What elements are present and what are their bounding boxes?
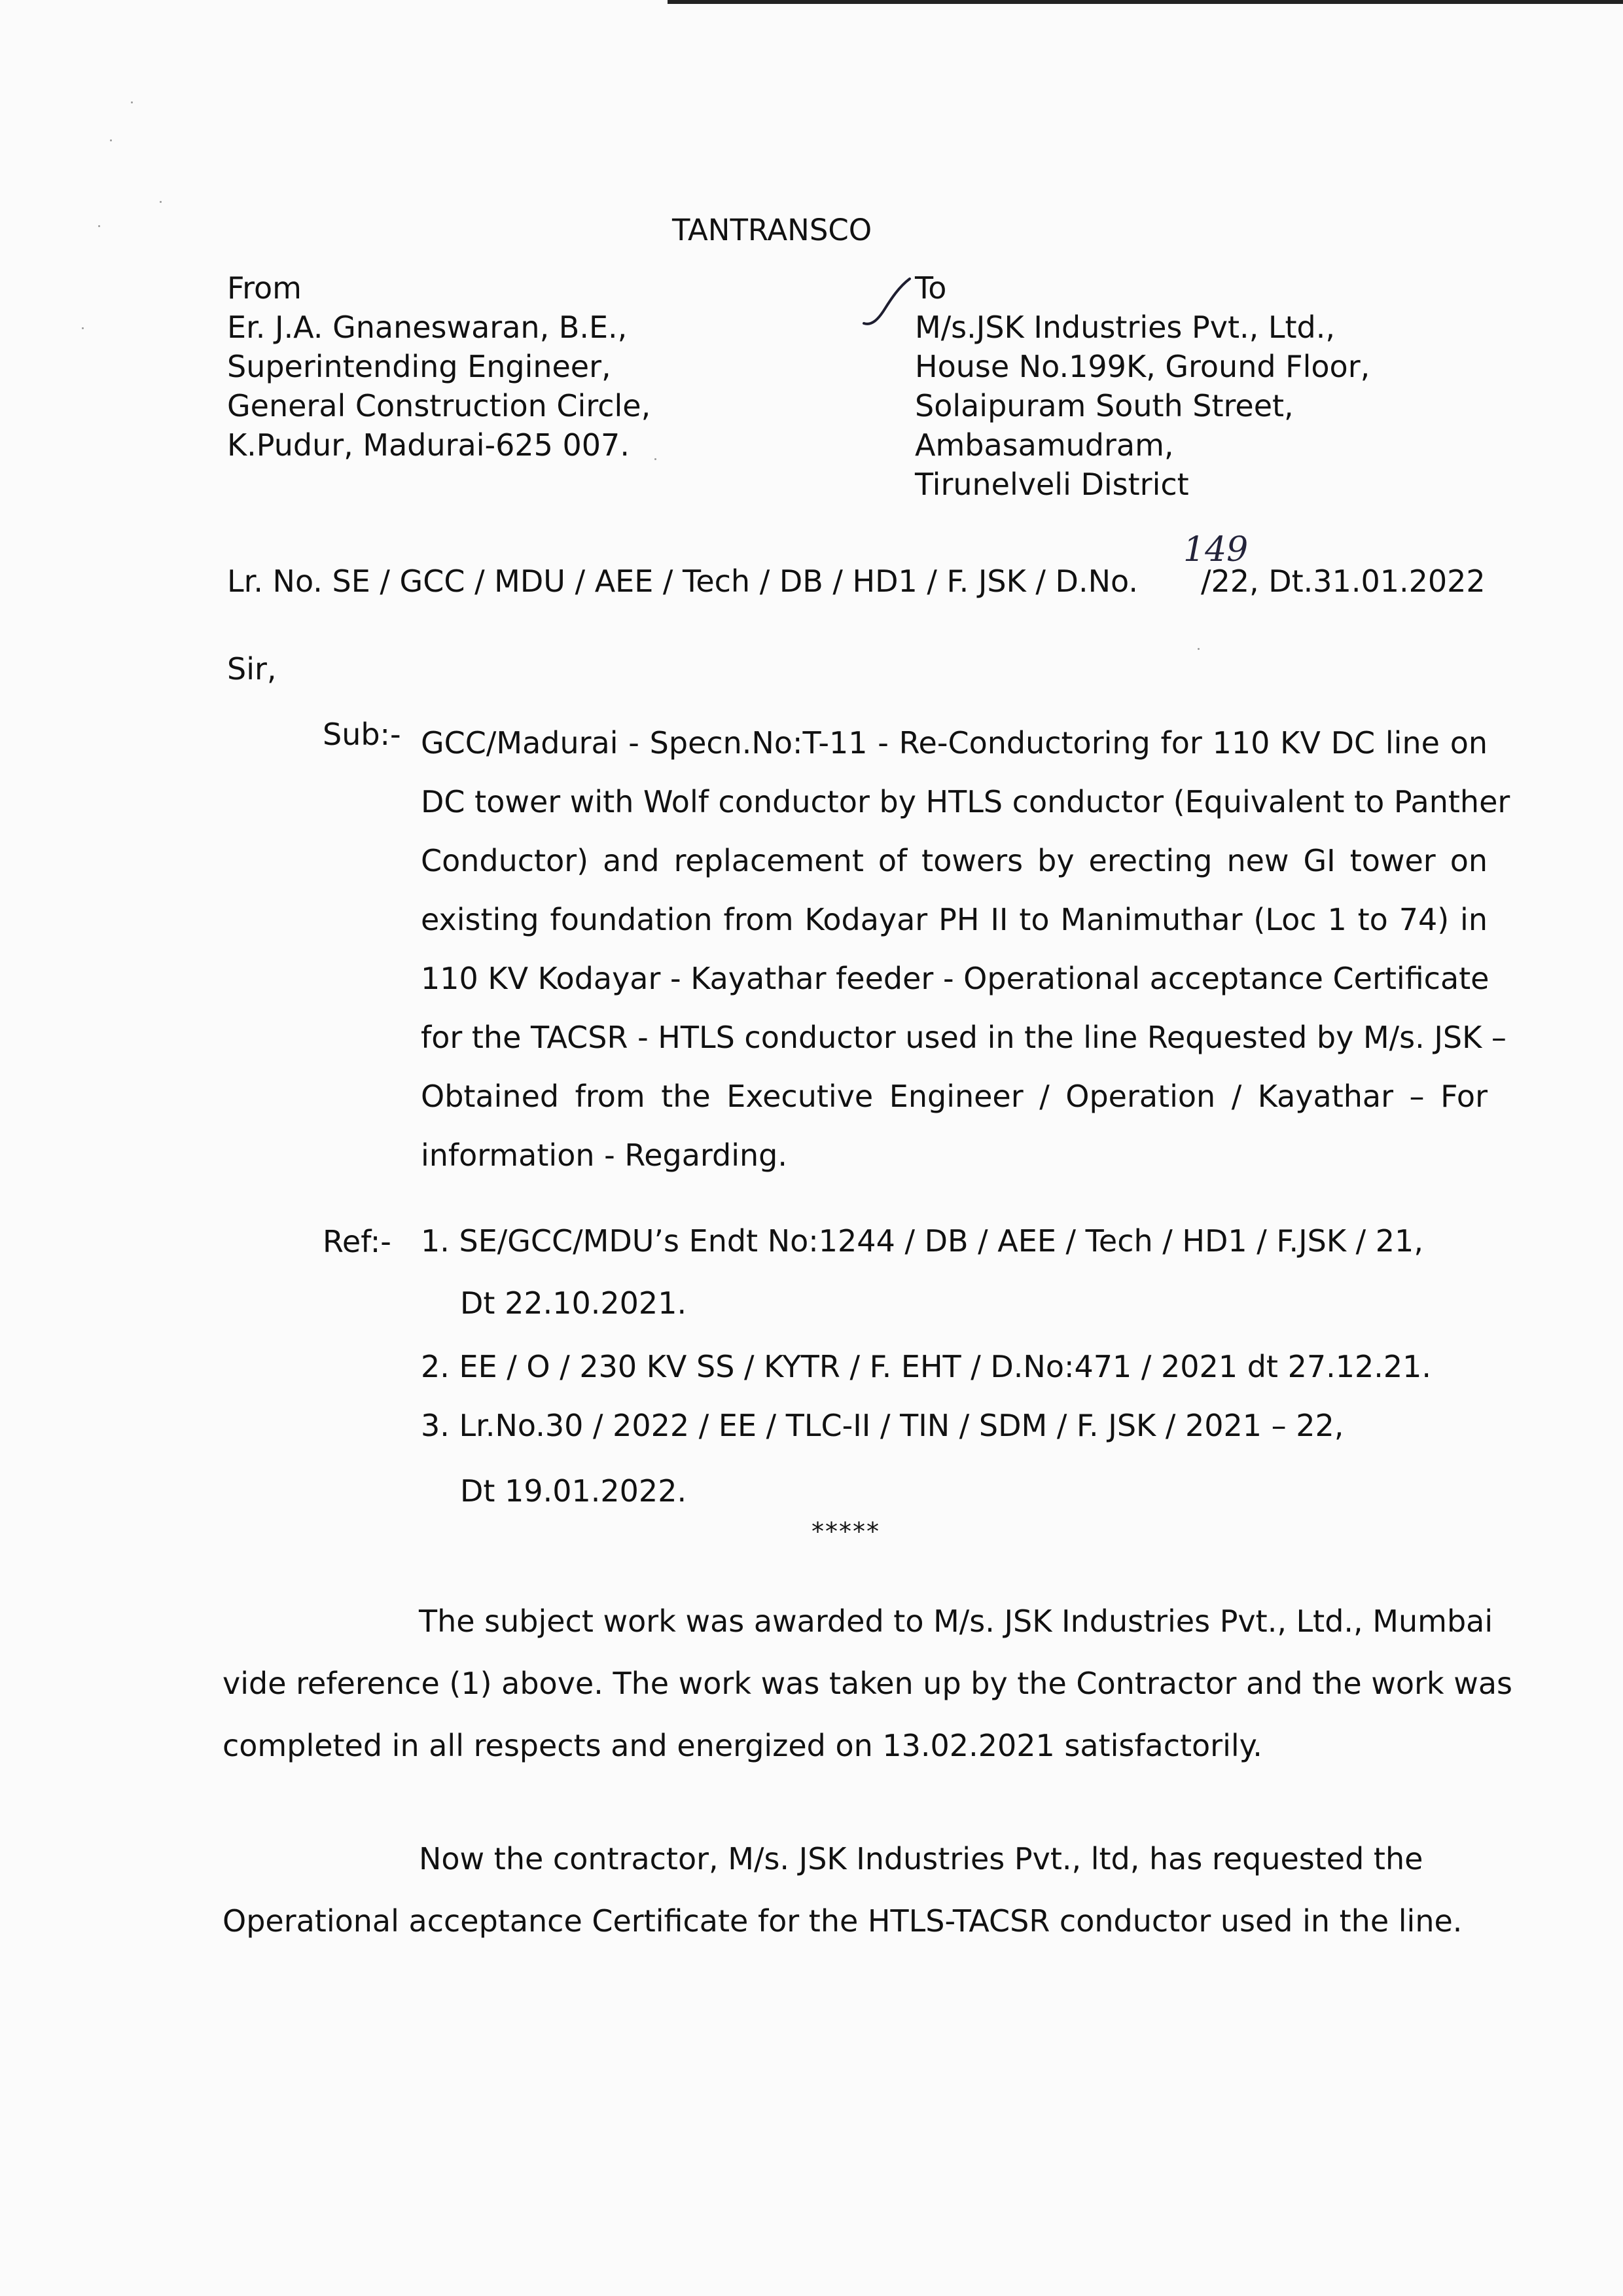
scan-speck [131, 101, 133, 103]
to-line: House No.199K, Ground Floor, [915, 349, 1370, 384]
subject-text [421, 713, 1510, 1185]
handwritten-tick-mark [863, 274, 921, 332]
reference-item-date: Dt 22.10.2021. [460, 1285, 687, 1321]
subject-line: Obtained from the Executive Engineer / Operation / Kayathar – For [421, 1079, 1488, 1114]
scan-speck [160, 201, 162, 203]
subject-line: DC tower with Wolf conductor by HTLS conductor (Equivalent to Panther [421, 784, 1510, 819]
reference-suffix: /22, Dt.31.01.2022 [1200, 564, 1486, 599]
scan-top-edge [668, 0, 1623, 4]
from-line: Er. J.A. Gnaneswaran, B.E., [227, 310, 628, 345]
from-line: Superintending Engineer, [227, 349, 611, 384]
reference-item-date: Dt 19.01.2022. [460, 1473, 687, 1509]
reference-item: 3. Lr.No.30 / 2022 / EE / TLC-II / TIN / SDM / F. JSK / 2021 – 22, [421, 1408, 1344, 1443]
body-paragraph-1 [223, 1590, 1512, 1777]
paragraph-line: The subject work was awarded to M/s. JSK Industries Pvt., Ltd., Mumbai [419, 1604, 1493, 1639]
subject-line: information - Regarding. [421, 1138, 787, 1173]
paragraph-line: Now the contractor, M/s. JSK Industries Pvt., ltd, has requested the [419, 1841, 1423, 1876]
section-separator: ***** [812, 1517, 880, 1546]
paragraph-line: completed in all respects and energized on 13.02.2021 satisfactorily. [223, 1728, 1262, 1763]
reference-item: 1. SE/GCC/MDU’s Endt No:1244 / DB / AEE / Tech / HD1 / F.JSK / 21, [421, 1223, 1423, 1259]
salutation: Sir, [227, 651, 277, 687]
to-line: M/s.JSK Industries Pvt., Ltd., [915, 310, 1335, 345]
subject-line: existing foundation from Kodayar PH II to Manimuthar (Loc 1 to 74) in [421, 902, 1488, 937]
handwritten-number: 149 [1183, 530, 1249, 569]
from-block [227, 268, 651, 465]
reference-item: 2. EE / O / 230 KV SS / KYTR / F. EHT / D.No:471 / 2021 dt 27.12.21. [421, 1349, 1432, 1384]
paragraph-line: vide reference (1) above. The work was taken up by the Contractor and the work was [223, 1666, 1512, 1701]
scan-speck [98, 225, 100, 227]
subject-line: for the TACSR - HTLS conductor used in the line Requested by M/s. JSK – [421, 1020, 1507, 1055]
from-line: General Construction Circle, [227, 388, 651, 423]
subject-line: 110 KV Kodayar - Kayathar feeder - Operational acceptance Certificate [421, 961, 1489, 996]
to-line: Ambasamudram, [915, 427, 1174, 463]
letter-reference-number [227, 564, 1486, 599]
letterhead-org: TANTRANSCO [672, 213, 872, 247]
references-list [421, 1221, 1431, 1511]
to-label: To [915, 270, 947, 306]
scan-speck [82, 327, 84, 329]
to-line: Solaipuram South Street, [915, 388, 1294, 423]
to-block [915, 268, 1370, 504]
references-label: Ref:- [323, 1224, 391, 1259]
body-paragraph-2 [223, 1828, 1486, 1952]
subject-label: Sub:- [323, 717, 401, 752]
reference-prefix: Lr. No. SE / GCC / MDU / AEE / Tech / DB / HD1 / F. JSK / D.No. [227, 564, 1138, 599]
scan-speck [1198, 648, 1200, 650]
scan-speck [654, 458, 656, 460]
from-label: From [227, 270, 302, 306]
from-line: K.Pudur, Madurai-625 007. [227, 427, 630, 463]
paragraph-line: Operational acceptance Certificate for the HTLS-TACSR conductor used in the line. [223, 1903, 1463, 1939]
scan-speck [110, 139, 112, 141]
subject-line: Conductor) and replacement of towers by erecting new GI tower on [421, 843, 1488, 878]
to-line: Tirunelveli District [915, 467, 1189, 502]
subject-line: GCC/Madurai - Specn.No:T-11 - Re-Conductoring for 110 KV DC line on [421, 725, 1488, 761]
